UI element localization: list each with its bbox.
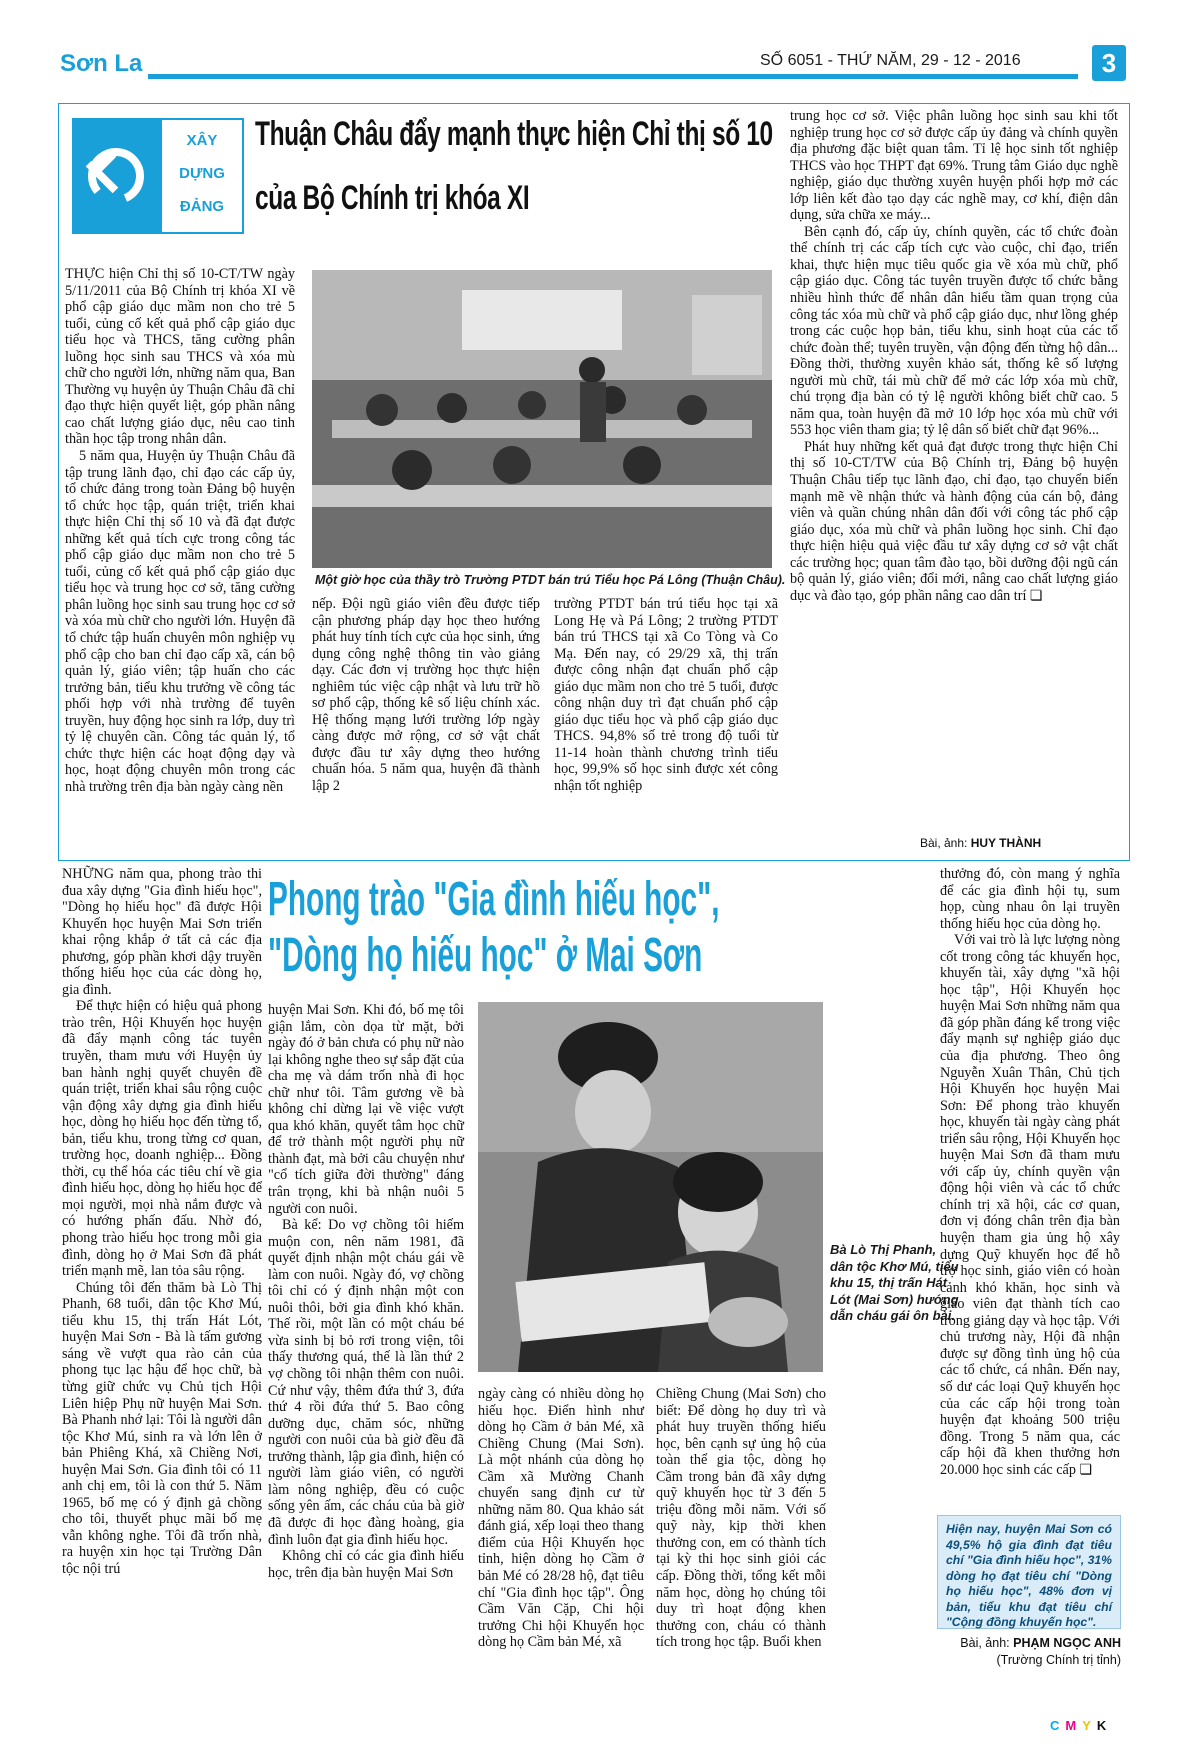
article2-paragraph: Chúng tôi đến thăm bà Lò Thị Phanh, 68 tuổi, dân tộc Khơ Mú, tiểu khu 15, thị trấn Hát Lót, huyện Mai Sơn - Bà là tấm gương sáng về vượt qua rào cản của phong tục lạc hậu để học chữ, bà từng giữ chức vụ Chủ tịch Hội Liên hiệp Phụ nữ huyện Mai Sơn. Bà Phanh nhớ lại: Tôi là người dân tộc Khơ Mú, sinh ra và lớn lên ở bản Phiêng Khá, xã Chiềng Nơi, huyện Mai Sơn. Gia đình tôi có 11 anh chị em, tôi là con thứ 5. Năm 1965, bố mẹ có ý định gả chồng cho tôi, thuyết phục mãi bố mẹ vẫn không nghe. Tôi đã trốn nhà, ra huyện xin học tại Trường Dân tộc nội trú: [62, 1279, 262, 1577]
classroom-image: [312, 270, 772, 568]
highlight-text: Hiện nay, huyện Mai Sơn có 49,5% hộ gia đình đạt tiêu chí "Gia đình hiếu học", 31% dòng họ đạt tiêu chí "Dòng họ hiếu học", 48% đơn vị bản, tiểu khu đạt tiêu chí "Cộng đồng khuyến học".: [946, 1522, 1112, 1629]
article1-photo-caption: Một giờ học của thầy trò Trường PTDT bán trú Tiểu học Pá Lông (Thuận Châu).: [315, 573, 786, 587]
article1-paragraph: Phát huy những kết quả đạt được trong thực hiện Chỉ thị số 10-CT/TW của Bộ Chính trị, Đảng bộ huyện Thuận Châu tiếp tục lãnh đạo, chỉ đạo, tạo chuyển biến mạnh mẽ về nhận thức và hành động của cán bộ, đảng viên và quần chúng nhân dân đối với công tác phổ cập giáo dục, xóa mù chữ và phân luồng học sinh. Chỉ đạo thực hiện hiệu quả việc đầu tư xây dựng cơ sở vật chất các trường học; quan tâm đào tạo, bồi dưỡng đội ngũ cán bộ quản lý, giáo viên; đổi mới, nâng cao chất lượng giáo dục và đào tạo, góp phần nâng cao dân trí ❏: [790, 438, 1118, 604]
article1-byline: [920, 836, 1041, 850]
article2-paragraph: ngày càng có nhiều dòng họ hiếu học. Điển hình như dòng họ Cầm ở bản Mé, xã Chiềng Chung (Mai Sơn). Là một nhánh của dòng họ Cầm xã Mường Chanh chuyển sang định cư từ những năm 80. Qua khảo sát đánh giá, xếp loại theo thang điểm của Hội Khuyến học tỉnh, hiện dòng họ Cầm ở bản Mé có 28/28 hộ, đạt tiêu chí "Gia đình học tập". Ông Cầm Văn Cặp, Chi hội trưởng Chi hội Khuyến học dòng họ Cầm bản Mé, xã: [478, 1386, 644, 1651]
article1-paragraph: trung học cơ sở. Việc phân luồng học sinh sau khi tốt nghiệp trung học cơ sở được cấp ủy đảng và chính quyền địa phương đặc biệt quan tâm. Tỉ lệ học sinh tốt nghiệp THCS vào học THPT đạt 69%. Trung tâm Giáo dục nghề nghiệp, giáo dục thường xuyên huyện phối hợp mở các lớp liên kết đào tạo dạy các nghề may, cơ khí, điện dân dụng, sửa chữa xe máy...: [790, 108, 1118, 224]
article2-column5: [940, 866, 1120, 1516]
article2-paragraph: Với vai trò là lực lượng nòng cốt trong công tác khuyến học, khuyến tài, xây dựng "xã hội học tập", Hội Khuyến học huyện Mai Sơn những năm qua đã góp phần đáng kể trong việc đẩy mạnh sự nghiệp giáo dục của địa phương. Theo ông Nguyễn Xuân Thân, Chủ tịch Hội Khuyến học huyện Mai Sơn: Để phong trào khuyến học, khuyến tài ngày càng phát triển sâu rộng, Hội Khuyến học huyện Mai Sơn đã tham mưu với cấp ủy, chính quyền vận động hội viên và các tổ chức chính trị xã hội, các cơ quan, đơn vị đóng chân trên địa bàn huyện tham gia ủng hộ xây dựng Quỹ khuyến học để hỗ trợ học sinh, giáo viên có hoàn cảnh khó khăn, học sinh và giáo viên đạt thành tích cao trong giảng dạy và học tập. Với chủ trương này, Hội đã nhận được sự đồng tình ủng hộ của các tổ chức, cá nhân. Đến nay, số dư các loại Quỹ khuyến học của các cấp hội trong toàn huyện đạt khoảng 500 triệu đồng. Trong 5 năm qua, các cấp hội đã khen thưởng hơn 20.000 học sinh các cấp ❏: [940, 932, 1120, 1478]
article2-paragraph: Không chỉ có các gia đình hiếu học, trên địa bàn huyện Mai Sơn: [268, 1548, 464, 1581]
masthead: [0, 0, 1200, 90]
article1-paragraph: THỰC hiện Chỉ thị số 10-CT/TW ngày 5/11/2011 của Bộ Chính trị khóa XI về phổ cập giáo dục mầm non cho trẻ 5 tuổi, củng cố kết quả phổ cập giáo dục tiểu học và THCS, tăng cường phân luồng học sinh sau THCS và xóa mù chữ cho người lớn, những năm qua, Ban Thường vụ huyện ủy Thuận Châu đã chỉ đạo thực hiện quyết liệt, góp phần nâng cao chất lượng giáo dục, nêu cao tinh thần học tập trong nhân dân.: [65, 266, 295, 448]
page-number: 3: [1101, 48, 1117, 78]
article2-column2: [268, 1002, 464, 1624]
article1-column1: [65, 266, 295, 854]
article2-paragraph: thưởng đó, còn mang ý nghĩa để các gia đình hội tụ, sum họp, cùng nhau ôn lại truyền thống hiếu học của dòng họ.: [940, 866, 1120, 932]
byline-name: PHẠM NGỌC ANH: [1013, 1636, 1121, 1650]
article2-paragraph: Để thực hiện có hiệu quả phong trào trên, Hội Khuyến học huyện đã đẩy mạnh công tác tuyên truyền, tham mưu với Huyện ủy ban hành nghị quyết chuyên đề quán triệt, triển khai sâu rộng cuộc vận động xây dựng gia đình hiếu học, dòng họ hiếu học đến từng tổ, bản, tiểu khu, trong từng cơ quan, trường học, doanh nghiệp... Đồng thời, cụ thể hóa các tiêu chí về gia đình hiếu học, dòng họ hiếu học để mọi người, mọi nhà nắm được và có hướng phấn đấu. Nhờ đó, phong trào hiếu học trong mỗi gia đình, dòng họ ở Mai Sơn đã phát triển mạnh mẽ, lan tỏa sâu rộng.: [62, 998, 262, 1280]
cmyk-k: K: [1096, 1718, 1113, 1733]
section-name: Sơn La: [60, 50, 143, 77]
article2-byline: [945, 1636, 1121, 1667]
article1-column2: [312, 596, 540, 854]
issue-info: SỐ 6051 - THỨ NĂM, 29 - 12 - 2016: [760, 52, 1021, 69]
article1-title-line2: của Bộ Chính trị khóa XI: [255, 179, 530, 217]
article1-paragraph: nếp. Đội ngũ giáo viên đều được tiếp cận phương pháp dạy học theo hướng phát huy tính tích cực của học sinh, ứng dụng công nghệ thông tin vào giảng dạy. Các đơn vị trường học thực hiện nghiêm túc việc cập nhật và lưu trữ hồ sơ phổ cập, thống kê số liệu chính xác. Hệ thống mạng lưới trường lớp ngày càng được mở rộng, cơ sở vật chất được đầu tư xây dựng theo hướng chuẩn hóa. 5 năm qua, huyện đã thành lập 2: [312, 596, 540, 795]
byline-prefix: Bài, ảnh:: [920, 836, 968, 850]
article2-paragraph: NHỮNG năm qua, phong trào thi đua xây dựng "Gia đình hiếu học", "Dòng họ hiếu học" đã được Hội Khuyến học huyện Mai Sơn triển khai rộng khắp ở tất cả các địa phương, góp phần khơi dậy truyền thống hiếu học của các dòng họ, gia đình.: [62, 866, 262, 998]
article2-paragraph: Bà kể: Do vợ chồng tôi hiếm muộn con, nên năm 1981, đã quyết định nhận một cháu gái về làm con nuôi. Ngày đó, vợ chồng tôi chỉ có ý định nhận một con nuôi thôi, bởi gia đình khó khăn. Thế rồi, một lần có một cháu bé vừa sinh bị bỏ rơi trong viện, tôi thấy thương quá, thế là lần thứ 2 vợ chồng tôi nhận thêm con nuôi. Cứ như vậy, thêm đứa thứ 3, đứa thứ 4 rồi đứa thứ 5. Bao công dưỡng dục, chăm sóc, những người con nuôi của bà giờ đều đã trưởng thành, lập gia đình, hiện có người làm giáo viên, có người làm nông nghiệp, đều có cuộc sống yên ấm, các cháu của bà giờ đã được đi học đàng hoàng, gia đình luôn đạt gia đình hiếu học.: [268, 1217, 464, 1548]
byline-affiliation: (Trường Chính trị tỉnh): [996, 1653, 1121, 1667]
article2-column4: [656, 1386, 826, 1651]
tag-line-3: ĐẢNG: [179, 198, 225, 215]
cmyk-c: C: [1050, 1718, 1066, 1733]
article1-column3: [554, 596, 778, 854]
hammer-sickle-icon: [72, 118, 160, 234]
article1-paragraph: Bên cạnh đó, cấp ủy, chính quyền, các tổ chức đoàn thể chính trị các cấp tích cực vào cuộc, chỉ đạo, triển khai, thực hiện mục tiêu quốc gia về xóa mù chữ, phổ cập giáo dục. Công tác tuyên truyền được tổ chức bằng nhiều hình thức để nhân dân hiểu tầm quan trọng của công tác xóa mù chữ và phổ cập giáo dục, như lồng ghép trong các cuộc họp bản, tiểu khu, sinh hoạt của các tổ chức đoàn thể; tuyên truyền, vận động đến từng hộ dân... Đồng thời, thường xuyên khảo sát, thống kê số lượng người mù chữ, tái mù chữ để mở các lớp xóa mù chữ, chú trọng địa bàn có tỷ lệ người không biết chữ cao. 5 năm qua, toàn huyện đã mở 10 lớp học xóa mù chữ với 553 học viên tham gia; tỷ lệ dân số biết chữ đạt 96%...: [790, 223, 1118, 439]
header-rule: [148, 74, 1078, 79]
highlight-box: [937, 1515, 1121, 1629]
grandmother-photo: [478, 1002, 823, 1372]
article2-title-line2: "Dòng họ hiếu học" ở Mai Sơn: [268, 929, 703, 982]
grandmother-image: [478, 1002, 823, 1372]
article2-title: [268, 872, 868, 984]
article1-title-line1: Thuận Châu đẩy mạnh thực hiện Chỉ thị số 10: [255, 115, 773, 153]
article2-column3: [478, 1386, 644, 1651]
cmyk-marks: [1050, 1718, 1112, 1733]
tag-line-1: XÂY: [186, 132, 218, 149]
article2-paragraph: huyện Mai Sơn. Khi đó, bố mẹ tôi giận lắm, còn dọa từ mặt, bởi ngày đó ở bản chưa có phụ nữ nào lại không nghe theo sự sắp đặt của cha mẹ và dám trốn nhà đi học chữ như tôi. Tâm gương về bà không chỉ dừng lại về việc vượt qua khó khăn, quyết tâm học chữ để trở thành một người phụ nữ thành đạt, mà bởi câu chuyện như "cổ tích giữa đời thường" đáng trân trọng, khi bà nhận nuôi 5 người con nuôi.: [268, 1002, 464, 1217]
article1-paragraph: 5 năm qua, Huyện ủy Thuận Châu đã tập trung lãnh đạo, chỉ đạo các cấp ủy, tổ chức đảng trong toàn Đảng bộ huyện tổ chức học tập, quán triệt, triển khai thực hiện Chỉ thị số 10 và đã đạt được những kết quả tích cực trong công tác phổ cập giáo dục mầm non cho trẻ 5 tuổi, củng cố kết quả phổ cập giáo dục tiểu học và trung học cơ sở, tăng cường phân luồng học sinh sau trung học cơ sở và xóa mù chữ cho người lớn. Huyện đã tổ chức tập huấn chuyên môn nghiệp vụ phổ cập cho ban chỉ đạo cấp xã, cán bộ quản lý, giáo viên; tập huấn cho các trưởng bản, tiểu khu trưởng về công tác phối hợp với nhà trường để tuyên truyền, huy động học sinh ra lớp, duy trì tỷ lệ chuyên cần. Công tác quản lý, tổ chức thực hiện các hoạt động dạy và học, hoạt động chuyên môn trong các nhà trường trên địa bàn ngày càng nền: [65, 448, 295, 795]
page-number-badge: [1092, 45, 1126, 81]
cmyk-y: Y: [1082, 1718, 1097, 1733]
byline-name: HUY THÀNH: [970, 836, 1042, 850]
cmyk-m: M: [1065, 1718, 1083, 1733]
tag-line-2: DỰNG: [179, 165, 225, 182]
byline-prefix: Bài, ảnh:: [960, 1636, 1010, 1650]
section-tag: [160, 118, 244, 234]
article1-title: [255, 112, 785, 220]
article1-paragraph: trường PTDT bán trú tiểu học tại xã Long Hẹ và Pá Lông; 2 trường PTDT bán trú THCS tại xã Co Tòng và Co Mạ. Đến nay, có 29/29 xã, thị trấn được công nhận đạt chuẩn phổ cập giáo dục mầm non cho trẻ 5 tuổi, được công nhận duy trì đạt chuẩn phổ cập giáo dục tiểu học và phổ cập giáo dục THCS. 94,8% số trẻ trong độ tuổi từ 11-14 hoàn thành chương trình tiểu học, 99,9% số học sinh được xét công nhận tốt nghiệp: [554, 596, 778, 795]
classroom-photo: [312, 270, 772, 568]
article1-column4: [790, 108, 1118, 830]
article2-paragraph: Chiềng Chung (Mai Sơn) cho biết: Để dòng họ duy trì và phát huy truyền thống hiếu học, bên cạnh sự ủng hộ của toàn thể gia tộc, dòng họ Cầm trong bản đã xây dựng quỹ khuyến học từ 3 đến 5 triệu đồng mỗi năm. Với số quỹ này, kịp thời khen thưởng con, em có thành tích tại kỳ thi học sinh giỏi các cấp. Đồng thời, tổng kết mỗi năm học, dòng họ chúng tôi duy trì hoạt động khen thưởng con, cháu có thành tích trong học tập. Buổi khen: [656, 1386, 826, 1651]
article2-column1: [62, 866, 262, 1626]
article2-title-line1: Phong trào "Gia đình hiếu học",: [268, 873, 720, 926]
party-logo: [72, 118, 160, 234]
article2-photo-caption: Bà Lò Thị Phanh, dân tộc Khơ Mú, tiểu khu 15, thị trấn Hát Lót (Mai Sơn) hướng dẫn cháu gái ôn bài.: [830, 1242, 959, 1323]
